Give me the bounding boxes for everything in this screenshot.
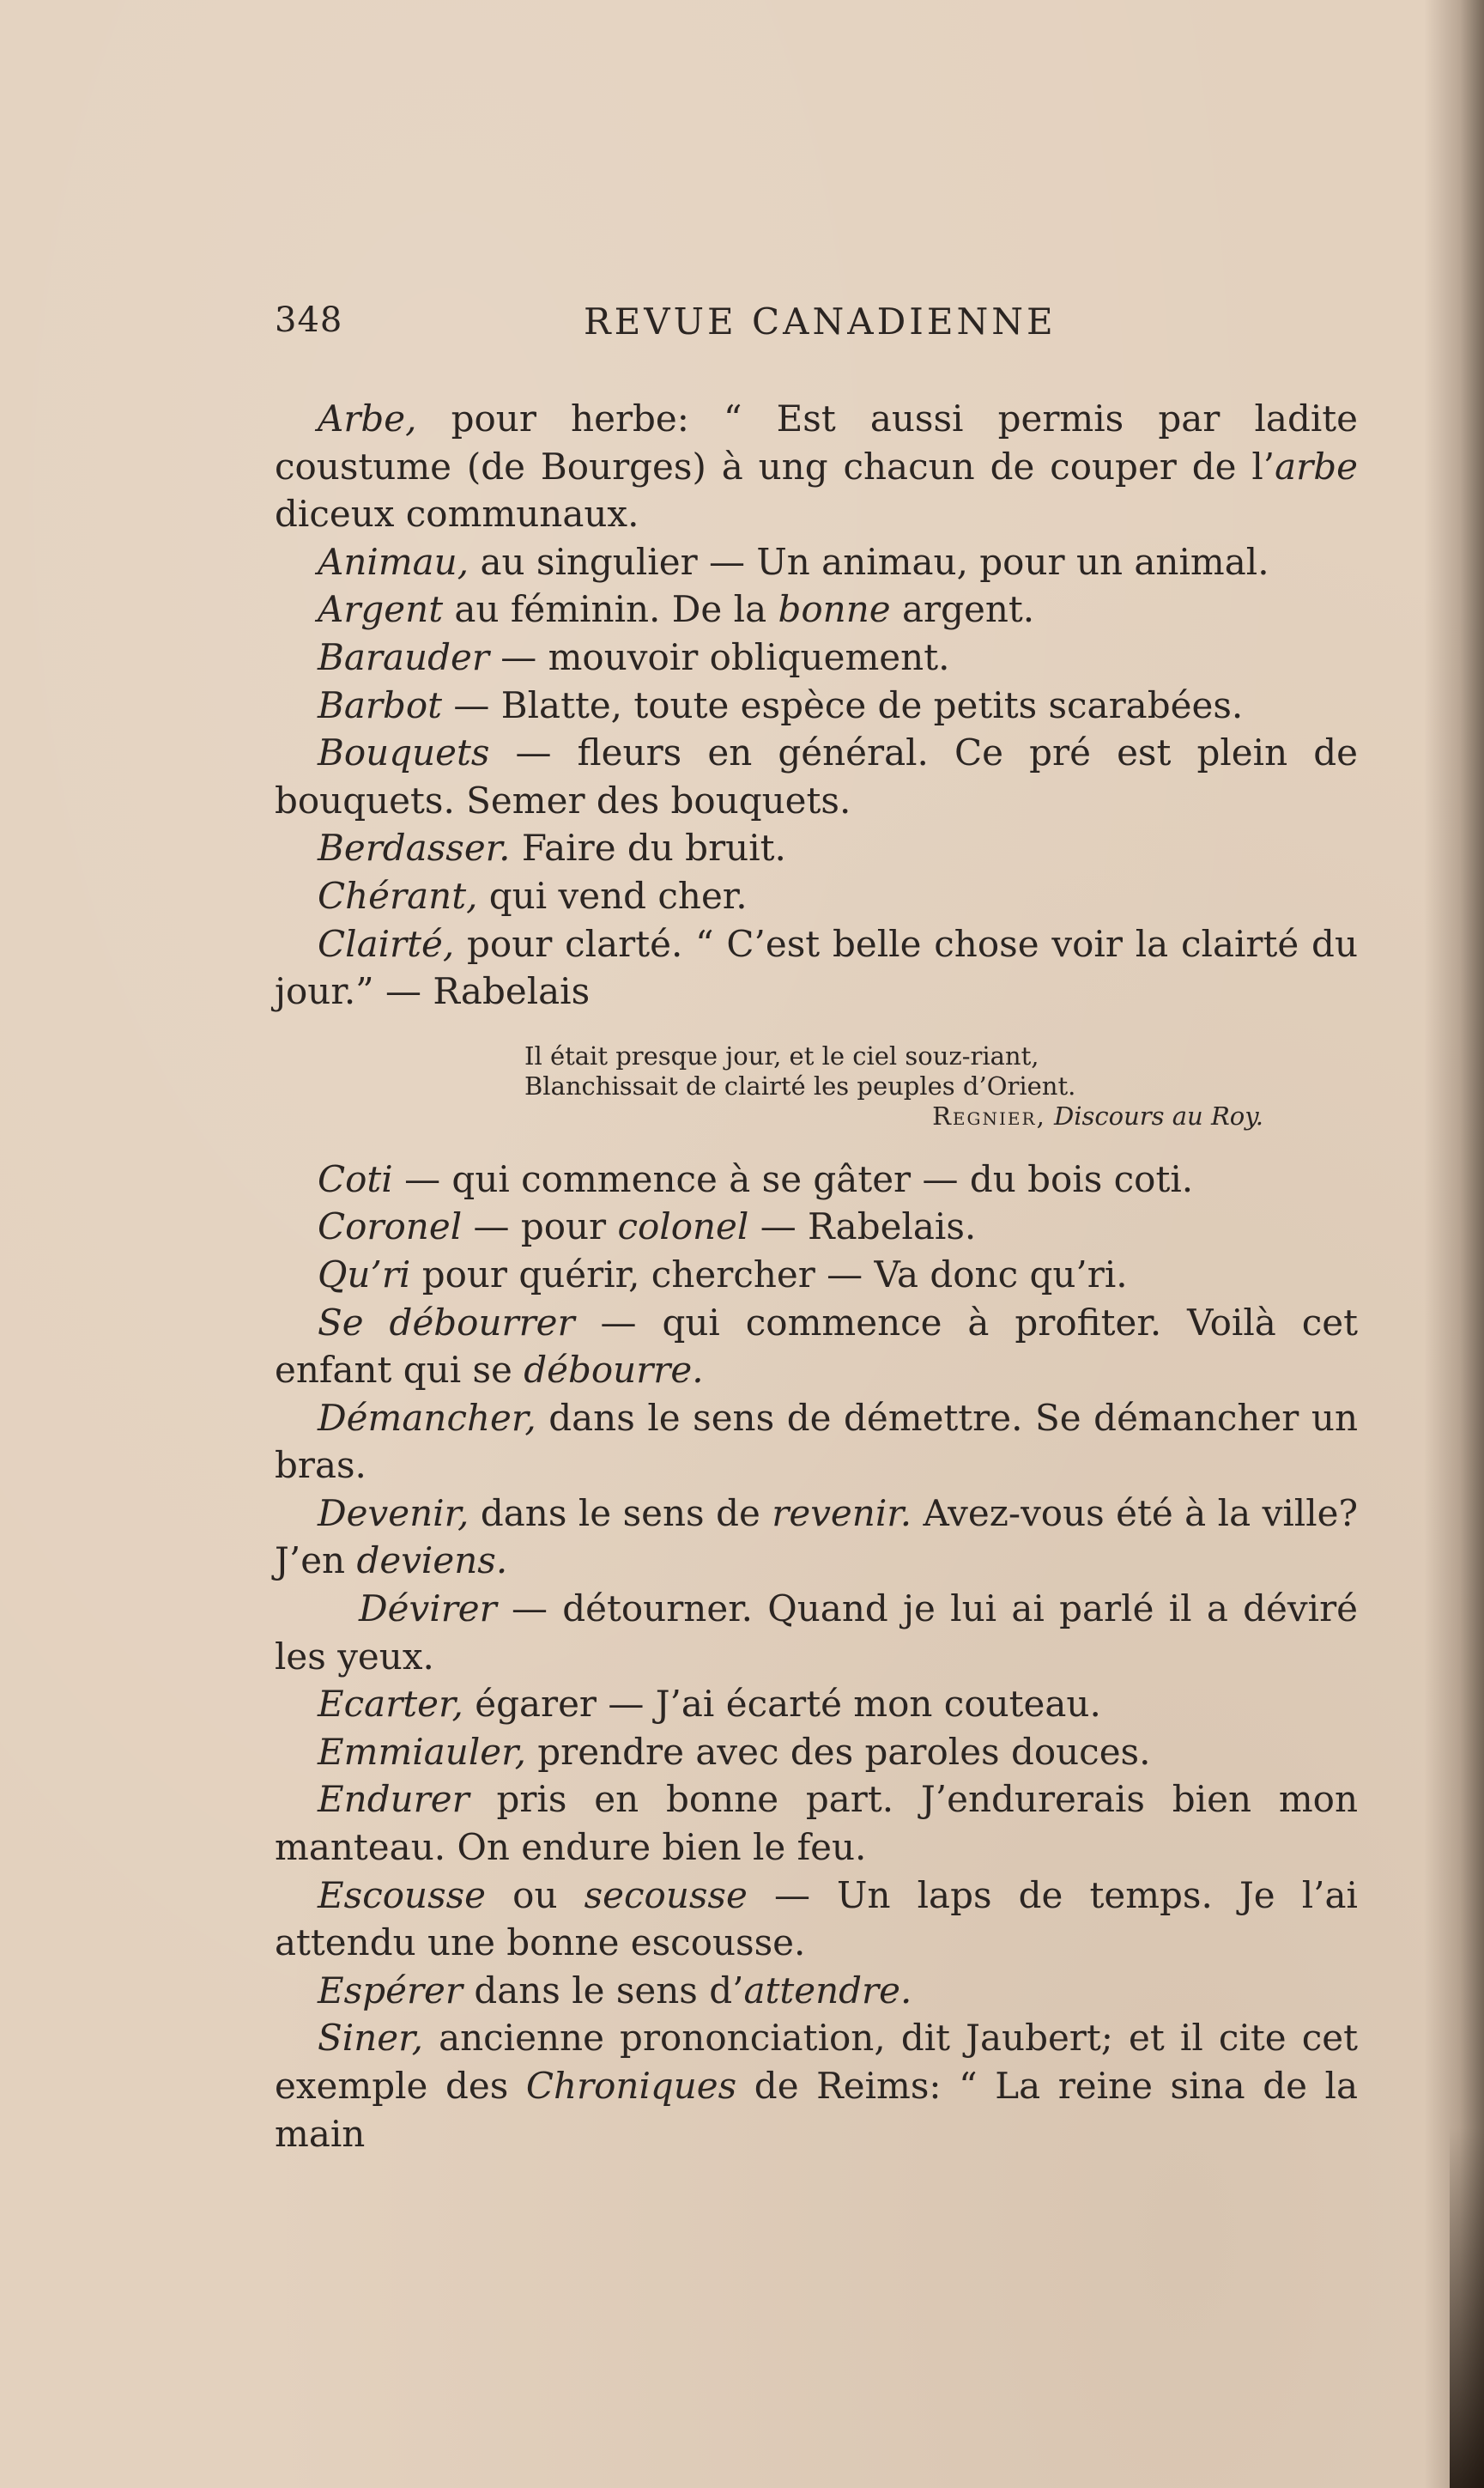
entry-term: Ecarter, (318, 1683, 463, 1726)
quote-author: Regnier, (932, 1101, 1046, 1131)
entry-text-secondary: argent. (890, 588, 1035, 631)
entry-term-secondary: bonne (778, 588, 891, 631)
entries-before-quote (275, 395, 1358, 1016)
entry-text: — Blatte, toute espèce de petits scarabées. (442, 683, 1244, 726)
entry-text: dans le sens de (469, 1491, 772, 1534)
entry-text: — qui commence à profiter. Voilà cet enfant qui se (275, 1301, 1358, 1392)
entry-term: Escousse (318, 1873, 487, 1916)
dictionary-entry (275, 1585, 1358, 1680)
entry-text-secondary: — Un laps de temps. Je l’ai attendu une bonne escousse. (275, 1873, 1358, 1964)
dictionary-entry (275, 1156, 1358, 1204)
entry-term-secondary: secousse (584, 1873, 748, 1916)
entry-term: Coti (318, 1157, 393, 1200)
entry-term-secondary: colonel (617, 1205, 749, 1248)
body-text (275, 395, 1358, 2157)
entry-text: — pour (462, 1205, 618, 1248)
quote-line-1: Il était presque jour, et le ciel souz-riant, (524, 1041, 1039, 1071)
entry-term-secondary: revenir. (772, 1491, 912, 1534)
dictionary-entry (275, 1728, 1358, 1776)
entry-term: Se débourrer (318, 1301, 575, 1344)
entry-term: Emmiauler, (318, 1730, 526, 1773)
dictionary-entry (275, 1203, 1358, 1251)
entry-term: Argent (318, 588, 444, 631)
page-corner-shadow (1450, 2127, 1484, 2488)
entry-text: au singulier — Un animau, pour un animal. (469, 540, 1269, 583)
entry-text: Faire du bruit. (510, 827, 786, 870)
entry-term-secondary: arbe (1275, 445, 1358, 488)
dictionary-entry (275, 1251, 1358, 1299)
dictionary-entry (275, 634, 1358, 682)
entry-text: ancienne prononciation, dit Jaubert; et il cite cet exemple des (275, 2017, 1358, 2107)
entry-term: Animau, (318, 540, 469, 583)
entry-term: Coronel (318, 1205, 463, 1248)
entry-term: Endurer (318, 1778, 469, 1821)
dictionary-entry (275, 1490, 1358, 1585)
entry-text: pour clarté. “ C’est belle chose voir la clairté du jour.” — Rabelais (275, 922, 1358, 1013)
page-header (275, 300, 1358, 361)
entry-text: au féminin. De la (443, 588, 778, 631)
dictionary-entry (275, 538, 1358, 586)
entry-term: Espérer (318, 1969, 463, 2012)
entry-term: Démancher, (318, 1396, 536, 1439)
quote-line-2: Blanchissait de clairté les peuples d’Orient. (524, 1071, 1076, 1101)
entry-text-secondary: diceux communaux. (275, 493, 639, 536)
entry-text: — qui commence à se gâter — du bois coti. (392, 1157, 1194, 1200)
entry-term: Berdasser. (318, 827, 511, 870)
page-number: 348 (275, 300, 343, 340)
running-title: REVUE CANADIENNE (584, 300, 1057, 343)
entry-term: Siner, (318, 2017, 423, 2060)
entry-term-secondary: Chroniques (525, 2065, 737, 2107)
entry-term: Barauder (318, 635, 489, 678)
dictionary-entry (275, 586, 1358, 634)
entry-term: Arbe, (318, 397, 417, 440)
entry-term: Barbot (318, 683, 443, 726)
entry-text: dans le sens de démettre. Se démancher un bras. (275, 1396, 1358, 1487)
dictionary-entry (275, 1394, 1358, 1490)
dictionary-entry (275, 920, 1358, 1016)
entry-text-secondary: Avez-vous été à la ville? J’en (275, 1491, 1358, 1582)
entry-text-secondary: — Rabelais. (748, 1205, 977, 1248)
entry-text: égarer — J’ai écarté mon couteau. (463, 1683, 1101, 1726)
page-edge-shadow (1424, 0, 1484, 2488)
page-text-block (275, 300, 1358, 2157)
quote-attribution (524, 1101, 1358, 1132)
entry-term: Bouquets (318, 731, 490, 774)
dictionary-entry (275, 1299, 1358, 1394)
entry-text-secondary: de Reims: “ La reine sina de la main (275, 2065, 1358, 2155)
dictionary-entry (275, 2014, 1358, 2157)
entry-term-tertiary: deviens. (356, 1539, 508, 1582)
entry-term-secondary: débourre. (524, 1349, 704, 1392)
quote-work: Discours au Roy. (1054, 1101, 1263, 1131)
dictionary-entry (275, 395, 1358, 538)
entry-text: pour quérir, chercher — Va donc qu’ri. (410, 1253, 1128, 1296)
dictionary-entry (275, 1680, 1358, 1728)
entry-term: Devenir, (318, 1491, 469, 1534)
dictionary-entry (275, 682, 1358, 730)
entry-text: ou (486, 1873, 585, 1916)
dictionary-entry (275, 1967, 1358, 2015)
dictionary-entry (275, 729, 1358, 824)
dictionary-entry (275, 872, 1358, 920)
entry-term: Chérant, (318, 874, 478, 917)
entry-text: — détourner. Quand je lui ai parlé il a déviré les yeux. (275, 1587, 1358, 1678)
entry-text: qui vend cher. (477, 874, 748, 917)
entry-text: prendre avec des paroles douces. (525, 1730, 1151, 1773)
entry-text: dans le sens d’ (462, 1969, 744, 2012)
entry-term: Qu’ri (318, 1253, 411, 1296)
entry-text: — fleurs en général. Ce pré est plein de bouquets. Semer des bouquets. (275, 731, 1358, 822)
entry-text: pris en bonne part. J’endurerais bien mon manteau. On endure bien le feu. (275, 1778, 1358, 1869)
entry-term: Dévirer (359, 1587, 497, 1630)
entries-after-quote (275, 1156, 1358, 2157)
verse-quotation (275, 1041, 1358, 1132)
entry-text: — mouvoir obliquement. (488, 635, 950, 678)
dictionary-entry (275, 1872, 1358, 1967)
dictionary-entry (275, 824, 1358, 872)
entry-text: pour herbe: “ Est aussi permis par ladite coustume (de Bourges) à ung chacun de couper de l’ (275, 397, 1358, 488)
entry-term-secondary: attendre. (743, 1969, 912, 2012)
entry-term: Clairté, (318, 922, 455, 965)
dictionary-entry (275, 1775, 1358, 1871)
